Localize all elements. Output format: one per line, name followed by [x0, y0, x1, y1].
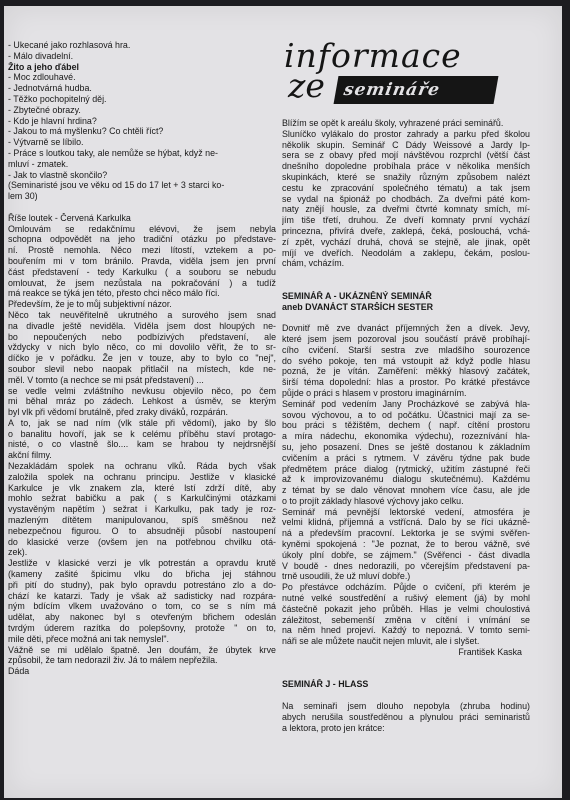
text-line: tvrdým úderem razítka do polepšovny, protože " on to,	[8, 623, 276, 634]
text-line: - Zbytečné obrazy.	[8, 104, 81, 115]
text-line: kyněmi spokojená : "Je poznat, že to berou vážně, své	[282, 539, 530, 550]
text-line: Něco tak neuvěřitelně ukrutného a surového jsem snad	[8, 309, 276, 320]
text-line: nisté, o co vlastně šlo.... kam se hrabou ty nejdrsnější	[8, 439, 276, 450]
text-line: mohlo sežrat babičku a pak ( s Karkulčinými otázkami	[8, 493, 276, 504]
text-line: Omlouvám se redakčnímu elévovi, že jsem nebyla	[8, 223, 276, 234]
text-line: se vydal na špionáž po chodbách. Za dveřmi páté kom-	[282, 193, 530, 204]
text-line: míjí ve dveřích. Neodolám a zaklepu, čekám, poslou-	[282, 247, 530, 258]
text-line: díčko je v pořádku. Že jen v touze, aby to bylo co "nej",	[8, 353, 276, 364]
text-line: naty znějí housle, za dveřmi čtvrté komnaty smích, mí-	[282, 204, 530, 215]
text-line: schopna odpovědět na jeho tradiční otázku po představe-	[8, 234, 276, 245]
text-line: sera se z obavy před mojí návštěvou rozprchl (větší část	[282, 150, 530, 161]
logo-black-box	[334, 76, 499, 104]
text-line: o banalitu hovoří, jak se k celému příběhu staví protago-	[8, 428, 276, 439]
text-line: mluví - zmatek.	[8, 158, 69, 169]
text-line: Karkulce je vlk znakem zla, které lstí zdrží dítě, aby	[8, 482, 276, 493]
text-line: chází ke katarzi. Tady je však až sadisticky nad rozpára-	[8, 590, 276, 601]
text-line: skupinkách, které se snažily různým způsobem nalézt	[282, 171, 530, 182]
text-line: Seminář pod vedením Jany Procházkové se zabývá hla-	[282, 398, 530, 409]
text-line: při pití do studny), pak bylo opravdu potrestáno zlo a do-	[8, 579, 276, 590]
text-line: abych nerušila soustředěnou a plynulou práci seminaristů	[282, 711, 530, 722]
text-line: část představení - tedy Karkulku ( a souboru se nebudu	[8, 266, 276, 277]
text-line: jím tiše třetí, druhou. Ze dveří komnaty první vychází	[282, 215, 530, 226]
blank-line	[282, 312, 530, 323]
text-line: lem 30)	[8, 191, 38, 202]
text-line: vystavěným napětím ) sežrat i Karkulku, pak tady je roz-	[8, 504, 276, 515]
text-line: několik skupin. Seminář C Dády Weissové a Jardy Ip-	[282, 139, 530, 150]
blank-line	[282, 690, 530, 701]
text-line: udělat, aby nakonec byl s otevřeným břichem odeslán	[8, 612, 276, 623]
text-line: Po přestávce odcházím. Půjde o cvičení, při kterém je	[282, 582, 530, 593]
text-line: byl vlk při vědomí brutálně, před zraky diváků, rozpárán.	[8, 407, 229, 418]
text-line: měl. V tomto (a nechce se mi psát představení) ...	[8, 374, 204, 385]
informace-ze-seminare-logo	[278, 36, 518, 112]
text-line: mi běhal mráz po zádech. Lehkost a úsměv, se kterým	[8, 396, 276, 407]
text-line: a míra nádechu, ekonomika výdechu), rozeznívání hla-	[282, 431, 530, 442]
text-line: cvičením a práci s rytmem. V závěru týdne pak bude	[282, 452, 530, 463]
text-line: su, jeho posazení. Dnes se ještě dostanou k základním	[282, 441, 530, 452]
text-line: bou práci s těžištěm, dechem ( např. cítění prostoru	[282, 420, 530, 431]
text-line: - Kdo je hlavní hrdina?	[8, 115, 97, 126]
text-line: způsobil, že tam nedorazil živ. Já to málem nepřežila.	[8, 655, 218, 666]
logo-word-ze: ze	[288, 66, 325, 105]
text-line: Jestliže v klasické verzi je vlk potrestán a opravdu krutě	[8, 558, 276, 569]
right-column	[282, 118, 530, 733]
text-line: cestu ke zpracování společného tématu) a tak jsem	[282, 182, 530, 193]
text-line: - Výtvarně se líbilo.	[8, 137, 84, 148]
text-line: mazleným dítětem manipulovanou, spíš směšnou než	[8, 515, 276, 526]
text-line: dnešního dopoledne probíhala práce v několika menších	[282, 161, 530, 172]
text-line: Na seminaři jsem dlouho nepobyla (zhruba hodinu)	[282, 701, 530, 712]
text-line: které jsem jsem pozoroval jsou součástí právě probíhají-	[282, 333, 530, 344]
text-line: pozná, že je vítán. Zaměření: měkký hlasový začátek,	[282, 366, 530, 377]
text-line: V boudě - dnes nedorazili, po včerejším představení pa-	[282, 560, 530, 571]
text-line: se vedle velmi zvláštního nevkusu objevilo něco, po čem	[8, 385, 276, 396]
text-line: ná a především pracovní. Lektorka je se svými svěřen-	[282, 528, 530, 539]
text-line: zí zpět, vychází druhá, chová se stejně, ale jinak, opět	[282, 236, 530, 247]
text-line: Dovnitř mě zve dvanáct příjemných žen a dívek. Jevy,	[282, 323, 530, 334]
text-line: Říše loutek - Červená Karkulka	[8, 212, 131, 223]
text-line: nebezpečnou figurou. O to absudněji působí nastoupení	[8, 525, 276, 536]
text-line: bouřením mi v tom bránilo. Pravda, viděla jsem jen první	[8, 255, 276, 266]
text-line: mile děti, přece možná ani tak nemyslel".	[8, 633, 169, 644]
text-line: záležitost, sebemenší změna v cítění i vnímání se	[282, 614, 530, 625]
blank-line	[282, 669, 530, 680]
magazine-page	[4, 6, 562, 798]
text-line: (kameny zašité špicimu vlku do břicha jej stáhnou	[8, 569, 276, 580]
text-line: princezna, přivírá dveře, zaklepá, čeká, poslouchá, vchá-	[282, 225, 530, 236]
text-line: akční filmy.	[8, 450, 52, 461]
text-line: širší téma dopolední: hlas a prostor. Po krátké přestávce	[282, 377, 530, 388]
text-line: na divadle ještě neviděla. Viděla jsem dost hloupých ne-	[8, 320, 276, 331]
text-line: - Jak to vlastně skončilo?	[8, 169, 108, 180]
text-line: bo nepoučených nebo podbízivých představení, ale	[8, 331, 276, 342]
text-line: náři se ale můžete naučit nejen mluvit, ale i slyšet.	[282, 636, 480, 647]
text-line: založila spolek na ochranu principu. Jestliže v klasické	[8, 471, 276, 482]
text-line: zek).	[8, 547, 28, 558]
text-line: má reakce se týká jen této, přesto chci něco málo říci.	[8, 288, 220, 299]
text-line: - Málo divadelní.	[8, 50, 74, 61]
text-line: Seminář má pevnější lektorské vedení, atmosféra je	[282, 506, 530, 517]
text-line: do klasické verze (ovšem jen na potřebnou chvilku otá-	[8, 536, 276, 547]
text-line: Vážně se mi udělalo špatně. Jen doufám, že úbytek krve	[8, 644, 276, 655]
text-line: o to projít základy hlasové výchovy jako celku.	[282, 495, 464, 506]
text-line: vždycky v nich bylo něco, co mi dovolilo věřit, že to sr-	[8, 342, 276, 353]
text-line: nutné velké soustředění a rušivý element (já) by mohl	[282, 593, 530, 604]
text-line: - Práce s loutkou taky, ale nemůže se hýbat, když ne-	[8, 147, 218, 158]
text-line: z témat by se dalo věnovat mnohem více času, ale jde	[282, 485, 530, 496]
text-line: na něm hned projeví. Každý to nepozná. V tomto semi-	[282, 625, 530, 636]
text-line: (Seminaristé jsou ve věku od 15 do 17 let + 3 starci ko-	[8, 180, 225, 191]
text-line: ní. Prostě nemohla. Něco mezi lítostí, vztekem a po-	[8, 245, 276, 256]
section-heading: SEMINÁŘ A - UKÁZNĚNÝ SEMINÁŘ	[282, 290, 432, 301]
blank-line	[282, 280, 530, 291]
text-line: sovou výchovou, a to od počátku. Účastnici mají za se-	[282, 409, 530, 420]
text-line: Nezakládám spolek na ochranu vlků. Ráda bych však	[8, 461, 276, 472]
section-heading: aneb DVANÁCT STARŠÍCH SESTER	[282, 301, 434, 312]
text-line: až k improvizovanému dialogu skutečnému). Každému	[282, 474, 530, 485]
text-line: trně usoudili, že už mluví dobře.)	[282, 571, 411, 582]
left-column	[8, 40, 276, 677]
logo-word-informace: informace	[284, 36, 462, 75]
text-line: Blížím se opět k areálu školy, vyhrazené práci seminářů.	[282, 118, 504, 128]
text-line: - Ukecané jako rozhlasová hra.	[8, 40, 131, 50]
text-line: - Moc zdlouhavé.	[8, 72, 76, 83]
logo-word-seminare: semináře	[342, 80, 442, 100]
text-line: - Jednotvárná hudba.	[8, 83, 92, 94]
blank-line	[8, 202, 276, 213]
blank-line	[282, 269, 530, 280]
section-heading: SEMINÁŘ J - HLASS	[282, 679, 369, 690]
text-line: předmětem práce dialog (rytmický, užitím zástupné řeči	[282, 463, 530, 474]
author-signature: František Kaska	[458, 647, 522, 658]
text-line: úkoly plní dobře, se zájmem." (Svěřenci - část divadla	[282, 549, 530, 560]
text-line: cího cvičení. Starší sestra zve mladšího sourozence	[282, 344, 530, 355]
text-line: Sluníčko vylákalo do prostor zahrady a parku před školou	[282, 128, 530, 139]
text-line: soubor slevil nebo naopak přitlačil na místech, kde ne-	[8, 363, 276, 374]
text-line: ným bdícím vlkem uvažováno o tom, co se s ním má	[8, 601, 276, 612]
text-line: půjde o práci s hlasem v prostoru imaginárním.	[282, 387, 467, 398]
text-line: - Těžko pochopitelný děj.	[8, 93, 107, 104]
blank-line	[282, 658, 530, 669]
text-line: A to, jak se nad ním (vlk stále při vědomí), jako by šlo	[8, 417, 276, 428]
text-line: omlouvat, že jsem nezůstala na pokračování ) a tudíž	[8, 277, 276, 288]
text-line: a lektora, proto jen krátce:	[282, 722, 385, 733]
text-line: chám, vcházím.	[282, 258, 345, 269]
text-line: částečně pokazit jeho průběh. Hlas je velmi choulostivá	[282, 603, 530, 614]
text-line: velmi klidná, příjemná a vstřícná. Dalo by se říci ukázně-	[282, 517, 530, 528]
text-line: - Jakou to má myšlenku? Co chtěli říct?	[8, 126, 164, 137]
text-line: Především, že je to můj subjektivní názor.	[8, 299, 172, 310]
text-line: do svého pokoje, ten má vstoupit až když podle hlasu	[282, 355, 530, 366]
section-heading: Žito a jeho ďábel	[8, 61, 79, 72]
text-line: Dáda	[8, 666, 30, 677]
